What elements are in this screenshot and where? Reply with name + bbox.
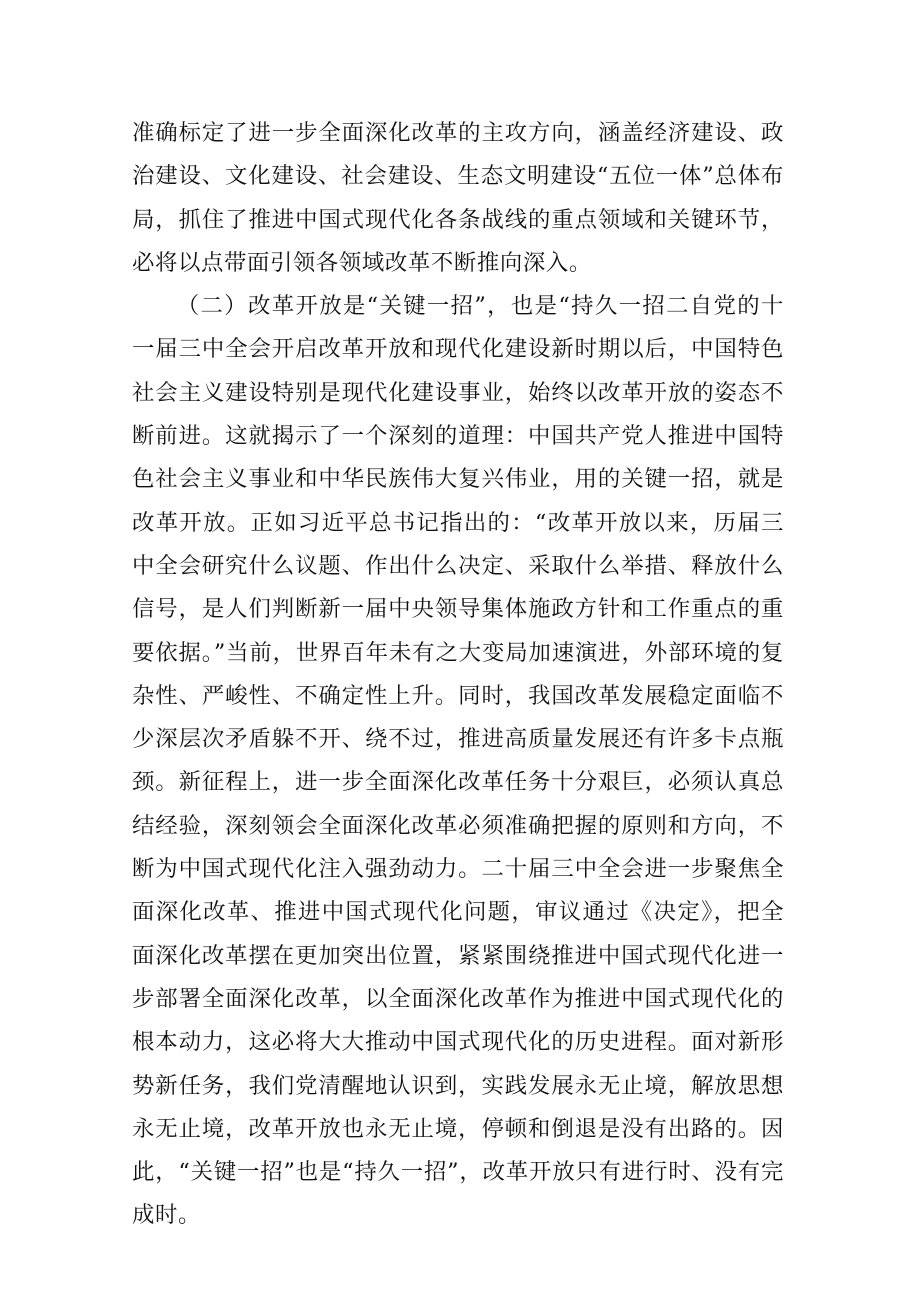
paragraph-continued: 准确标定了进一步全面深化改革的主攻方向，涵盖经济建设、政治建设、文化建设、社会建设、生态文明建设“五位一体”总体布局，抓住了推进中国式现代化各条战线的重点领域和关键环节，必将以点带面引领各领域改革不断推向深入。 — [132, 120, 784, 276]
paragraph-section-two: （二）改革开放是“关键一招”，也是“持久一招二自党的十一届三中全会开启改革开放和现代化建设新时期以后，中国特色社会主义建设特别是现代化建设事业，始终以改革开放的姿态不断前进。这就揭示了一个深刻的道理：中国共产党人推进中国特色社会主义事业和中华民族伟大复兴伟业，用的关键一招，就是改革开放。正如习近平总书记指出的：“改革开放以来，历届三中全会研究什么议题、作出什么决定、采取什么举措、释放什么信号，是人们判断新一届中央领导集体施政方针和工作重点的重要依据。”当前，世界百年未有之大变局加速演进，外部环境的复杂性、严峻性、不确定性上升。同时，我国改革发展稳定面临不少深层次矛盾躲不开、绕不过，推进高质量发展还有许多卡点瓶颈。新征程上，进一步全面深化改革任务十分艰巨，必须认真总结经验，深刻领会全面深化改革必须准确把握的原则和方向，不断为中国式现代化注入强劲动力。二十届三中全会进一步聚焦全面深化改革、推进中国式现代化问题，审议通过《决定》，把全面深化改革摆在更加突出位置，紧紧围绕推进中国式现代化进一步部署全面深化改革，以全面深化改革作为推进中国式现代化的根本动力，这必将大大推动中国式现代化的历史进程。面对新形势新任务，我们党清醒地认识到，实践发展永无止境，解放思想永无止境，改革开放也永无止境，停顿和倒退是没有出路的。因此，“关键一招”也是“持久一招”，改革开放只有进行时、没有完成时。 — [132, 293, 784, 1229]
document-body — [132, 112, 784, 1238]
